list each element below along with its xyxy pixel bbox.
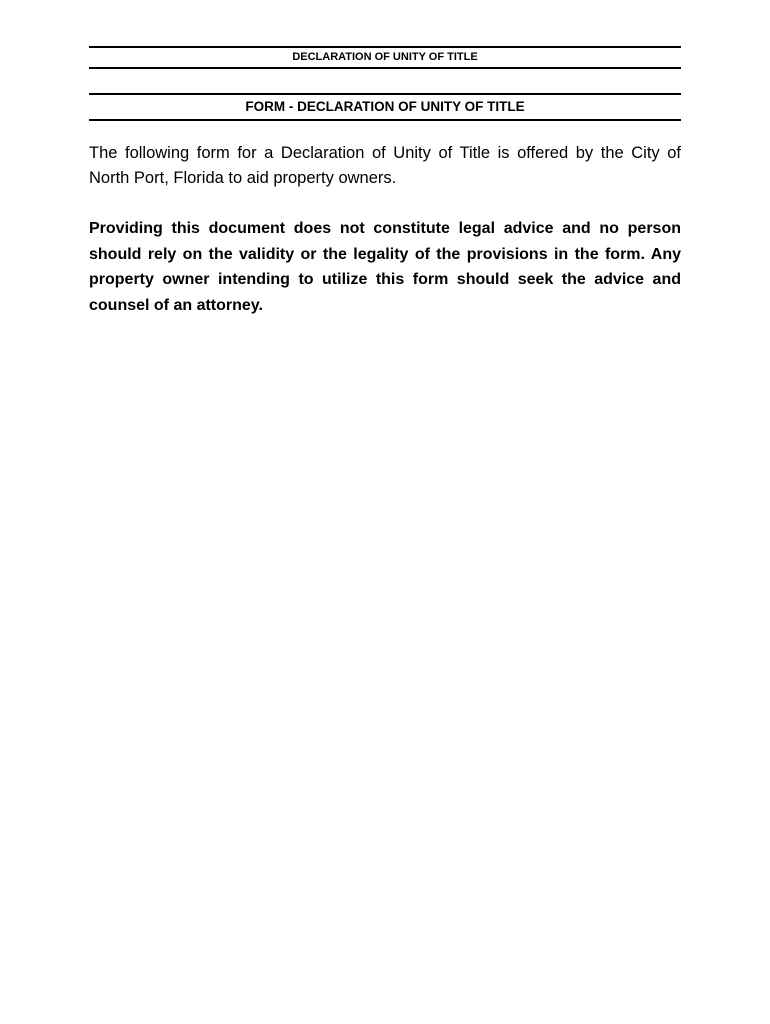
running-header: DECLARATION OF UNITY OF TITLE (89, 46, 681, 69)
form-title: FORM - DECLARATION OF UNITY OF TITLE (89, 93, 681, 121)
legal-disclaimer-paragraph: Providing this document does not constitute legal advice and no person should rely on the validity or the legality of the provisions in the form. Any property owner intending to utilize this form should seek the advice and counsel of an attorney. (89, 220, 681, 314)
intro-paragraph: The following form for a Declaration of Unity of Title is offered by the City of North Port, Florida to aid property owners. (89, 144, 681, 187)
